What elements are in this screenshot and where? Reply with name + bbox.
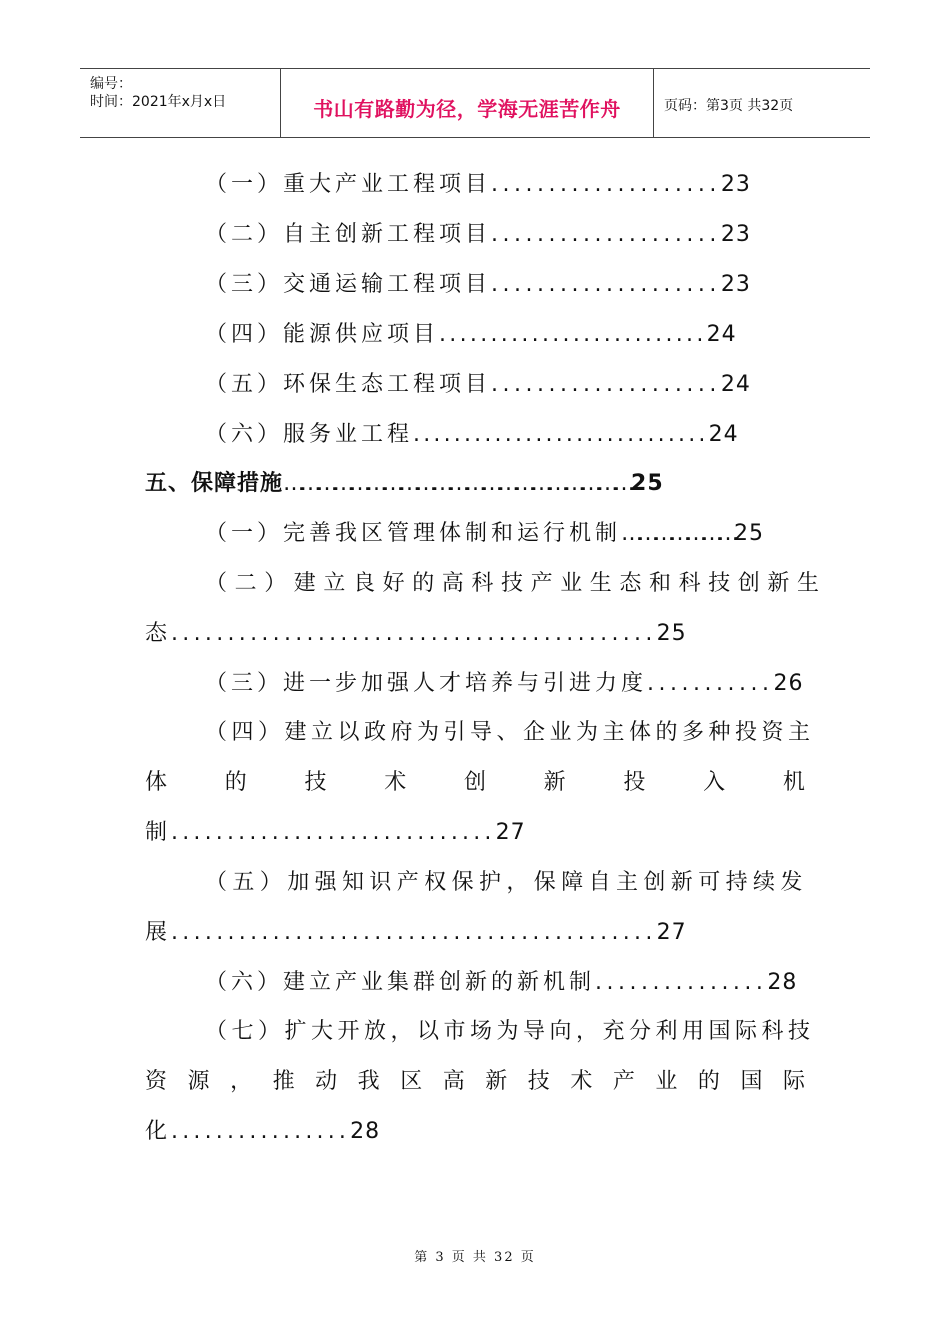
char: 推 bbox=[272, 1069, 295, 1094]
toc-item-title: （六）服务业工程 bbox=[205, 422, 414, 447]
toc-item[interactable] bbox=[205, 370, 751, 400]
toc-leader: ........... bbox=[647, 671, 774, 696]
toc-item[interactable] bbox=[205, 220, 751, 250]
toc-leader: .................... bbox=[491, 222, 721, 247]
toc-item-title: 制 bbox=[145, 820, 172, 845]
toc-leader: ................ bbox=[171, 1119, 351, 1144]
toc-item-line[interactable]: （四）建立以政府为引导、企业为主体的多种投资主 bbox=[205, 720, 815, 745]
toc-item-title: （一）重大产业工程项目 bbox=[205, 172, 492, 197]
toc-page-number: 23 bbox=[720, 222, 751, 247]
toc-item-title: （二）自主创新工程项目 bbox=[205, 222, 492, 247]
toc-item-title: （五）环保生态工程项目 bbox=[205, 372, 492, 397]
char: 术 bbox=[570, 1069, 593, 1094]
toc-item[interactable] bbox=[205, 669, 803, 699]
toc-item-line-justified[interactable] bbox=[145, 768, 805, 798]
toc-item-line[interactable]: （七）扩大开放，以市场为导向，充分利用国际科技 bbox=[205, 1019, 815, 1044]
char: 新 bbox=[543, 770, 566, 795]
char: 际 bbox=[782, 1069, 805, 1094]
serial-number-label: 编号： bbox=[90, 76, 132, 92]
toc-leader: .................... bbox=[491, 272, 721, 297]
char: 高 bbox=[442, 1069, 465, 1094]
toc-item[interactable] bbox=[145, 1117, 380, 1147]
header-motto-cell bbox=[281, 69, 654, 137]
toc-section-title: 五、保障措施 bbox=[145, 471, 284, 496]
char: 术 bbox=[384, 770, 407, 795]
toc-item-title: （一）完善我区管理体制和运行机制 bbox=[205, 521, 622, 546]
toc-page-number: 28 bbox=[767, 970, 798, 995]
toc-page-number: 27 bbox=[495, 820, 526, 845]
toc-page-number: 24 bbox=[708, 422, 739, 447]
toc-leader: ........................................... bbox=[171, 920, 657, 945]
toc-item-title: （三）交通运输工程项目 bbox=[205, 272, 492, 297]
toc-page-number: 24 bbox=[706, 322, 737, 347]
toc-leader: .......................... bbox=[439, 322, 707, 347]
char: 源 bbox=[187, 1069, 210, 1094]
char: 新 bbox=[485, 1069, 508, 1094]
page-footer: 第 3 页 共 32 页 bbox=[414, 1250, 536, 1265]
header-page-cell bbox=[654, 69, 870, 137]
toc-item[interactable] bbox=[145, 818, 526, 848]
toc-leader: ........................................... bbox=[171, 621, 657, 646]
toc-item-title: 态 bbox=[145, 621, 172, 646]
char: 我 bbox=[357, 1069, 380, 1094]
toc-page-number: 25 bbox=[734, 521, 765, 546]
toc-leader: ............... bbox=[595, 970, 768, 995]
char: 入 bbox=[703, 770, 726, 795]
toc-item[interactable] bbox=[205, 420, 739, 450]
toc-item-title: （三）进一步加强人才培养与引进力度 bbox=[205, 671, 648, 696]
toc-section-heading[interactable] bbox=[145, 469, 664, 499]
toc-page-number: 25 bbox=[631, 471, 664, 496]
toc-page-number: 23 bbox=[720, 272, 751, 297]
toc-item-line[interactable]: （二）建立良好的高科技产业生态和科技创新生 bbox=[205, 571, 827, 596]
toc-item[interactable] bbox=[205, 270, 751, 300]
char: 国 bbox=[740, 1069, 763, 1094]
document-header bbox=[80, 68, 870, 138]
toc-item[interactable] bbox=[145, 918, 687, 948]
toc-item-title: 展 bbox=[145, 920, 172, 945]
toc-leader: ………………………………………………………. bbox=[283, 471, 632, 496]
date-label: 时间：2021年x月x日 bbox=[90, 94, 227, 110]
char: 业 bbox=[655, 1069, 678, 1094]
char: 机 bbox=[782, 770, 805, 795]
toc-page-number: 24 bbox=[720, 372, 751, 397]
toc-item[interactable] bbox=[205, 968, 797, 998]
toc-item[interactable] bbox=[145, 619, 687, 649]
toc-leader: .................... bbox=[491, 372, 721, 397]
toc-page-number: 26 bbox=[773, 671, 804, 696]
char: 产 bbox=[612, 1069, 635, 1094]
toc-page-number: 25 bbox=[656, 621, 687, 646]
char: ， bbox=[230, 1069, 253, 1094]
char: 技 bbox=[304, 770, 327, 795]
char: 创 bbox=[463, 770, 486, 795]
toc-item-title: （六）建立产业集群创新的新机制 bbox=[205, 970, 596, 995]
header-meta-cell bbox=[80, 69, 281, 137]
char: 技 bbox=[527, 1069, 550, 1094]
toc-page-number: 23 bbox=[720, 172, 751, 197]
page-info: 页码：第3页 共32页 bbox=[664, 98, 794, 114]
char: 体 bbox=[145, 770, 168, 795]
toc-item-title: 化 bbox=[145, 1119, 172, 1144]
toc-page-number: 28 bbox=[350, 1119, 381, 1144]
toc-item[interactable] bbox=[205, 519, 764, 549]
toc-item-title: （四）能源供应项目 bbox=[205, 322, 440, 347]
toc-page-number: 27 bbox=[656, 920, 687, 945]
toc-item[interactable] bbox=[205, 320, 737, 350]
toc-leader: ............................. bbox=[413, 422, 709, 447]
char: 动 bbox=[315, 1069, 338, 1094]
toc-item[interactable] bbox=[205, 170, 751, 200]
char: 的 bbox=[697, 1069, 720, 1094]
toc-item-line[interactable]: （五）加强知识产权保护，保障自主创新可持续发 bbox=[205, 870, 808, 895]
toc-item-line-justified[interactable] bbox=[145, 1067, 805, 1097]
char: 投 bbox=[623, 770, 646, 795]
toc-leader: .................... bbox=[491, 172, 721, 197]
toc-leader: …………………. bbox=[621, 521, 735, 546]
char: 区 bbox=[400, 1069, 423, 1094]
char: 资 bbox=[145, 1069, 168, 1094]
motto-text: 书山有路勤为径，学海无涯苦作舟 bbox=[313, 97, 621, 121]
char: 的 bbox=[224, 770, 247, 795]
toc-leader: ............................. bbox=[171, 820, 496, 845]
